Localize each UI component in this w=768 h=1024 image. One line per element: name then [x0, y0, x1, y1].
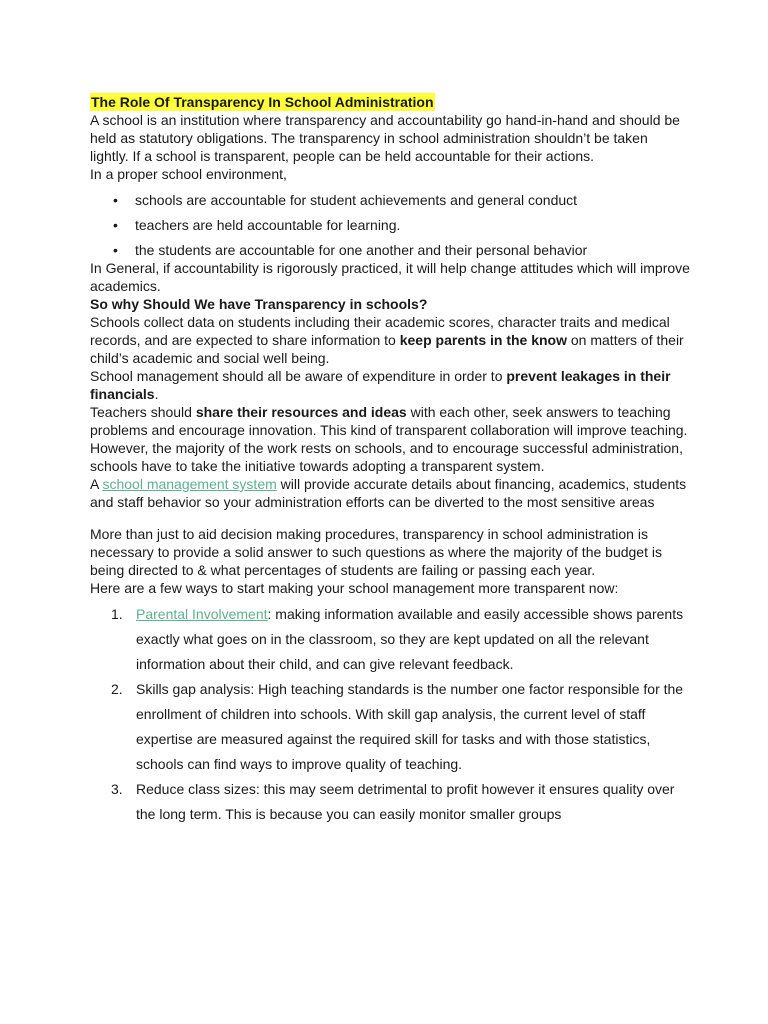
bullet-text: schools are accountable for student achievements and general conduct	[135, 192, 578, 208]
list-item-text: : making information available and easily accessible shows parents exactly what goes on in the classroom, so they are kept updated on all the relevant information about their child, and can give relevant feedback.	[136, 606, 684, 672]
list-item-text: Reduce class sizes: this may seem detrimental to profit however it ensures quality over the long term. This is because you can easily monitor smaller groups	[136, 781, 675, 822]
list-item	[90, 777, 690, 827]
p5-pre: A	[90, 476, 103, 492]
p1-post: on matters of their child’s academic and social well being.	[90, 332, 684, 366]
teachers-paragraph	[90, 403, 690, 439]
bullet-text: teachers are held accountable for learning.	[135, 217, 401, 233]
bullet-icon: •	[113, 192, 118, 208]
p2-bold: prevent leakages in their financials	[90, 368, 671, 402]
intro-paragraph: A school is an institution where transparency and accountability go hand-in-hand and should be held as statutory obligations. The transparency in school administration shouldn’t be taken lightly. If a school is transparent, people can be held accountable for their actions.	[90, 112, 680, 164]
general-paragraph: In General, if accountability is rigorously practiced, it will help change attitudes which will improve academics.	[90, 260, 690, 294]
p3-bold: share their resources and ideas	[195, 404, 407, 420]
list-item	[90, 191, 690, 216]
ways-paragraph: Here are a few ways to start making your school management more transparent now:	[90, 580, 619, 596]
bullet-text: the students are accountable for one another and their personal behavior	[135, 242, 588, 258]
list-item-text: Skills gap analysis: High teaching standards is the number one factor responsible for the enrollment of children into schools. With skill gap analysis, the current level of staff expertise are measured against the required skill for tasks and with those statistics, schools can find ways to improve quality of teaching.	[136, 681, 684, 772]
paragraph-gap	[90, 511, 690, 525]
expenditure-paragraph	[90, 367, 690, 403]
parental-involvement-link[interactable]: Parental Involvement	[136, 606, 268, 622]
decision-paragraph: More than just to aid decision making procedures, transparency in school administration is necessary to provide a solid answer to such questions as where the majority of the budget is being directed to & what percentages of students are failing or passing each year.	[90, 526, 662, 578]
bullet-list	[90, 191, 690, 259]
p3-post: with each other, seek answers to teaching problems and encourage innovation. This kind of transparent collaboration will improve teaching.	[90, 404, 688, 438]
bullet-icon: •	[113, 217, 118, 233]
list-number: 3.	[111, 781, 123, 797]
numbered-list	[90, 602, 690, 827]
environment-line: In a proper school environment,	[90, 166, 287, 182]
p1-pre: Schools collect data on students including their academic scores, character traits and medical records, and are expected to share information to	[90, 314, 670, 348]
bullet-icon: •	[113, 242, 118, 258]
document-title: The Role Of Transparency In School Administration	[91, 94, 434, 110]
bullet-list-wrap	[90, 183, 690, 259]
list-item	[90, 216, 690, 241]
list-item	[90, 241, 690, 259]
list-item	[90, 602, 690, 677]
document-body	[90, 93, 690, 827]
data-paragraph	[90, 313, 690, 367]
list-number: 1.	[111, 606, 123, 622]
p3-pre: Teachers should	[90, 404, 196, 420]
system-paragraph	[90, 475, 690, 511]
however-paragraph: However, the majority of the work rests on schools, and to encourage successful administration, schools have to take the initiative towards adopting a transparent system.	[90, 440, 683, 474]
section-question: So why Should We have Transparency in schools?	[90, 296, 428, 312]
p2-pre: School management should all be aware of expenditure in order to	[90, 368, 507, 384]
list-item	[90, 677, 690, 777]
p2-post: .	[154, 386, 159, 402]
school-management-system-link[interactable]: school management system	[102, 476, 277, 492]
list-number: 2.	[111, 681, 123, 697]
p1-bold: keep parents in the know	[399, 332, 567, 348]
numbered-list-wrap	[90, 597, 690, 827]
p5-post: will provide accurate details about financing, academics, students and staff behavior so your administration efforts can be diverted to the most sensitive areas	[90, 476, 687, 510]
